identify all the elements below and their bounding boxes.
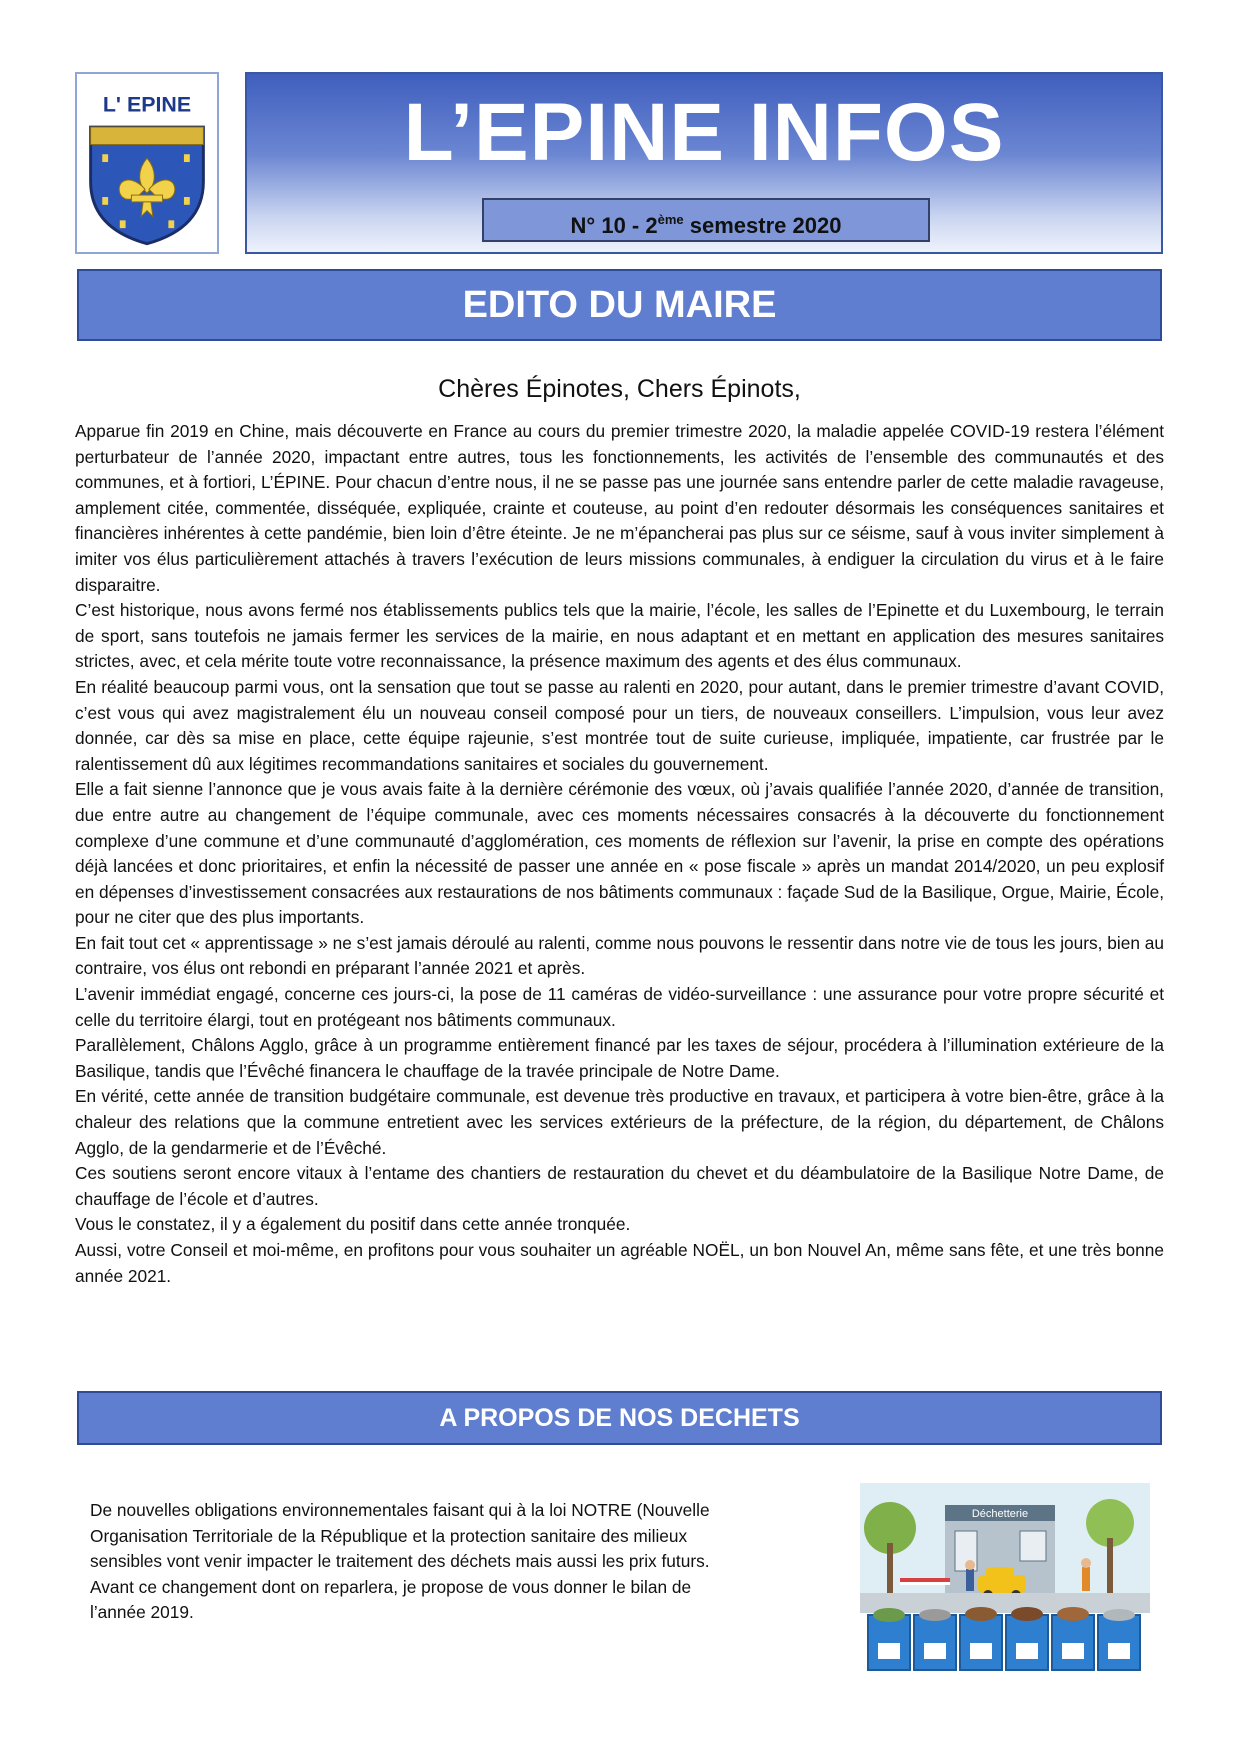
newsletter-title: L’EPINE INFOS [403, 87, 1005, 178]
issue-number [482, 198, 930, 242]
masthead [245, 72, 1163, 254]
dechets-line: Organisation Territoriale de la République et la protection sanitaire des milieux [90, 1525, 688, 1546]
issue-prefix: N° 10 - 2 [570, 213, 658, 238]
edito-paragraph: En réalité beaucoup parmi vous, ont la sensation que tout se passe au ralenti en 2020, pour autant, dans le premier trimestre d’avant COVID, c’est vous qui avez magistralement élu un nouveau conseil composé pour un tiers, de nouveaux conseillers. L’impulsion, vous leur avez donnée, car dès sa mise en place, cette équipe rajeunie, s’est montrée tout de suite curieuse, impliquée, impatiente, car frustrée par le ralentissement dû aux légitimes recommandations sanitaires et sociales du gouvernement. [75, 676, 1164, 774]
edito-paragraph: Elle a fait sienne l’annonce que je vous avais faite à la dernière cérémonie des vœux, où j’avais qualifiée l’année 2020, d’année de transition, due entre autre au changement de l’équipe communale, avec ces moments nécessaires consacrés à la découverte du fonctionnement complexe d’une commune et d’une communauté d’agglomération, ces moments de réflexion sur l’avenir, la prise en compte des opérations déjà lancées et donc prioritaires, et enfin la nécessité de passer une année en « pose fiscale » après un mandat 2014/2020, un peu explosif en dépenses d’investissement consacrées aux restaurations de nos bâtiments communaux : façade Sud de la Basilique, Orgue, Mairie, École, pour ne citer que des plus importants. [75, 779, 1164, 928]
edito-paragraph: En vérité, cette année de transition budgétaire communale, est devenue très productive en travaux, et participera à votre bien-être, grâce à la chaleur des relations que la commune entretient avec les services extérieurs de la préfecture, de la région, du département, de Châlons Agglo, de la gendarmerie et de l’Évêché. [75, 1086, 1164, 1158]
edito-paragraph: Ces soutiens seront encore vitaux à l’entame des chantiers de restauration du chevet et du déambulatoire de la Basilique Notre Dame, de chauffage de l’école et d’autres. [75, 1163, 1164, 1209]
dechets-line: Avant ce changement dont on reparlera, je propose de vous donner le bilan de [90, 1576, 692, 1597]
dechets-line: sensibles vont venir impacter le traitement des déchets mais aussi les prix futurs. [90, 1551, 710, 1572]
illustration-sign: Déchetterie [971, 1508, 1029, 1520]
edito-paragraph: Vous le constatez, il y a également du positif dans cette année tronquée. [75, 1214, 631, 1235]
issue-superscript: ème [657, 212, 684, 227]
edito-paragraph: Parallèlement, Châlons Agglo, grâce à un programme entièrement financé par les taxes de séjour, procédera à l’illumination extérieure de la Basilique, tandis que l’Évêché financera le chauffage de la travée principale de Notre Dame. [75, 1035, 1164, 1081]
edito-salutation: Chères Épinotes, Chers Épinots, [438, 375, 801, 403]
dechets-body [90, 1498, 830, 1626]
dechets-header: A PROPOS DE NOS DECHETS [77, 1391, 1162, 1445]
edito-body [75, 419, 1164, 1289]
dechets-line: l’année 2019. [90, 1602, 194, 1623]
edito-paragraph: C’est historique, nous avons fermé nos établissements publics tels que la mairie, l’école, les salles de l’Epinette et du Luxembourg, le terrain de sport, sans toutefois ne jamais fermer les services de la mairie, en nous adaptant et en mettant en application des mesures sanitaires strictes, avec, et cela mérite toute votre reconnaissance, la présence maximum des agents et des élus communaux. [75, 600, 1164, 672]
recycling-center-illustration [860, 1483, 1150, 1678]
issue-suffix: semestre 2020 [683, 213, 842, 238]
edito-header: EDITO DU MAIRE [77, 269, 1162, 341]
commune-logo [75, 72, 219, 254]
recycling-center-illustration-icon [860, 1483, 1150, 1678]
dechets-line: De nouvelles obligations environnementales faisant qui à la loi NOTRE (Nouvelle [90, 1500, 710, 1520]
logo-text: L' EPINE [102, 92, 192, 117]
edito-paragraph: L’avenir immédiat engagé, concerne ces jours-ci, la pose de 11 caméras de vidéo-surveillance : une assurance pour votre propre sécurité et celle du territoire élargi, tout en protégeant nos bâtiments communaux. [75, 984, 1164, 1030]
edito-paragraph: En fait tout cet « apprentissage » ne s’est jamais déroulé au ralenti, comme nous pouvons le ressentir dans notre vie de tous les jours, bien au contraire, vos élus ont rebondi en préparant l’année 2021 et après. [75, 932, 1164, 979]
edito-paragraph: Apparue fin 2019 en Chine, mais découverte en France au cours du premier trimestre 2020, la maladie appelée COVID-19 restera l’élément perturbateur de l’année 2020, impactant entre autres, tous les fonctionnements, les activités de l’ensemble des communautés et des communes, et à fortiori, L’ÉPINE. Pour chacun d’entre nous, il ne se passe pas une journée sans entendre parler de cette maladie ravageuse, amplement citée, commentée, disséquée, expliquée, crainte et couteuse, au point d’en redouter désormais les conséquences sanitaires et financières inhérentes à cette pandémie, bien loin d’être éteinte. Je ne m’épancherai pas plus sur ce séisme, sauf à vous inviter simplement à imiter vos élus particulièrement attachés à travers l’exécution de leurs missions communales, à endiguer la circulation du virus et à le faire disparaitre. [75, 421, 1164, 595]
coat-of-arms-fleur-de-lis-icon [77, 74, 217, 252]
edito-paragraph: Aussi, votre Conseil et moi-même, en profitons pour vous souhaiter un agréable NOËL, un bon Nouvel An, même sans fête, et une très bonne année 2021. [75, 1240, 1164, 1286]
